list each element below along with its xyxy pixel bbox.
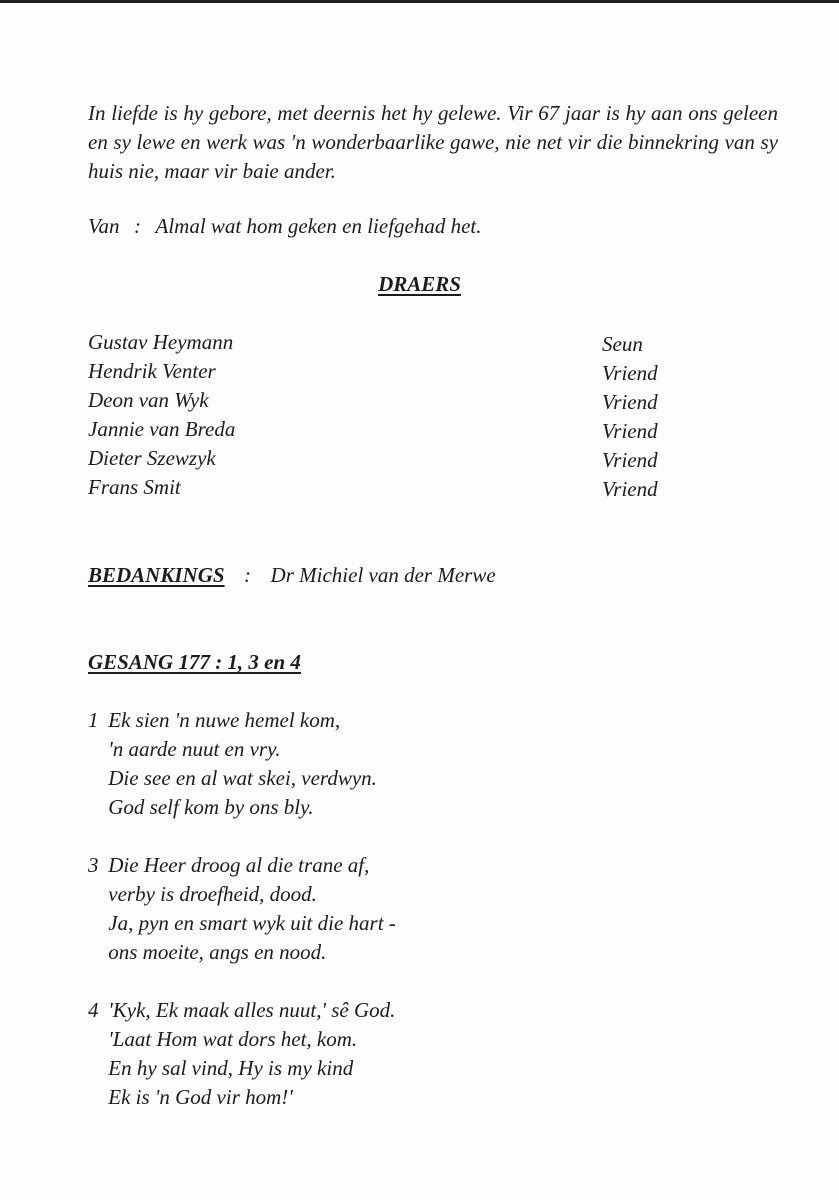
bearer-name: Deon van Wyk	[88, 388, 209, 412]
page-top-edge	[0, 0, 839, 3]
verse-line-text: 'n aarde nuut en vry.	[108, 737, 281, 761]
bearer-name: Dieter Szewzyk	[88, 446, 216, 470]
bearer-name: Jannie van Breda	[88, 417, 236, 441]
bearers-list	[88, 328, 688, 502]
verse-line	[88, 1054, 588, 1083]
from-line	[88, 212, 778, 241]
verse-line	[88, 1083, 588, 1112]
verse-line	[88, 793, 588, 822]
from-text: Almal wat hom geken en liefgehad het.	[155, 214, 482, 238]
bearer-relation: Vriend	[602, 390, 658, 414]
bearer-row	[88, 415, 688, 444]
verse-line	[88, 706, 588, 735]
bearer-row	[88, 444, 688, 473]
bearer-relation: Vriend	[602, 448, 658, 472]
bearer-relation: Vriend	[602, 419, 658, 443]
verse-line	[88, 851, 588, 880]
verse-line	[88, 1025, 588, 1054]
hymn-verse-1	[88, 706, 588, 822]
bearer-relation: Vriend	[602, 477, 658, 501]
bearer-row	[88, 328, 688, 357]
verse-line	[88, 938, 588, 967]
from-label: Van	[88, 214, 120, 238]
bearer-name: Hendrik Venter	[88, 359, 216, 383]
verse-line	[88, 880, 588, 909]
verse-line-text: 'Laat Hom wat dors het, kom.	[108, 1027, 358, 1051]
bearer-row	[88, 473, 688, 502]
verse-line-text: Ja, pyn en smart wyk uit die hart -	[108, 911, 396, 935]
hymn-verse-4	[88, 996, 588, 1112]
bearer-relation: Vriend	[602, 361, 658, 385]
verse-number: 4	[88, 998, 99, 1022]
verse-line	[88, 996, 588, 1025]
thanks-heading: BEDANKINGS	[88, 563, 225, 587]
verse-line	[88, 735, 588, 764]
bearer-row	[88, 357, 688, 386]
bearer-relation: Seun	[602, 332, 643, 356]
verse-line-text: 'Kyk, Ek maak alles nuut,' sê God.	[108, 998, 396, 1022]
thanks-text: Dr Michiel van der Merwe	[270, 563, 496, 587]
verse-line-text: verby is droefheid, dood.	[108, 882, 317, 906]
bearer-name: Gustav Heymann	[88, 330, 234, 354]
hymn-heading: GESANG 177 : 1, 3 en 4	[88, 650, 301, 674]
verse-line-text: En hy sal vind, Hy is my kind	[108, 1056, 354, 1080]
thanks-separator: :	[244, 563, 252, 587]
verse-line-text: God self kom by ons bly.	[108, 795, 314, 819]
bearer-name: Frans Smit	[88, 475, 181, 499]
bearer-row	[88, 386, 688, 415]
thanks-line	[88, 561, 788, 590]
hymn-verse-3	[88, 851, 588, 967]
verse-line-text: Die see en al wat skei, verdwyn.	[108, 766, 377, 790]
verse-line-text: ons moeite, angs en nood.	[108, 940, 327, 964]
verse-line	[88, 764, 588, 793]
verse-line-text: Die Heer droog al die trane af,	[108, 853, 370, 877]
verse-number: 1	[88, 708, 99, 732]
verse-line-text: Ek sien 'n nuwe hemel kom,	[108, 708, 341, 732]
verse-line-text: Ek is 'n God vir hom!'	[108, 1085, 293, 1109]
verse-number: 3	[88, 853, 99, 877]
verse-line	[88, 909, 588, 938]
bearers-heading: DRAERS	[378, 272, 461, 296]
intro-paragraph: In liefde is hy gebore, met deernis het hy gelewe. Vir 67 jaar is hy aan ons geleen en sy lewe en werk was 'n wonderbaarlike gawe, nie net vir die binnekring van sy huis nie, maar vir baie ander.	[88, 101, 778, 183]
from-separator: :	[134, 214, 141, 238]
